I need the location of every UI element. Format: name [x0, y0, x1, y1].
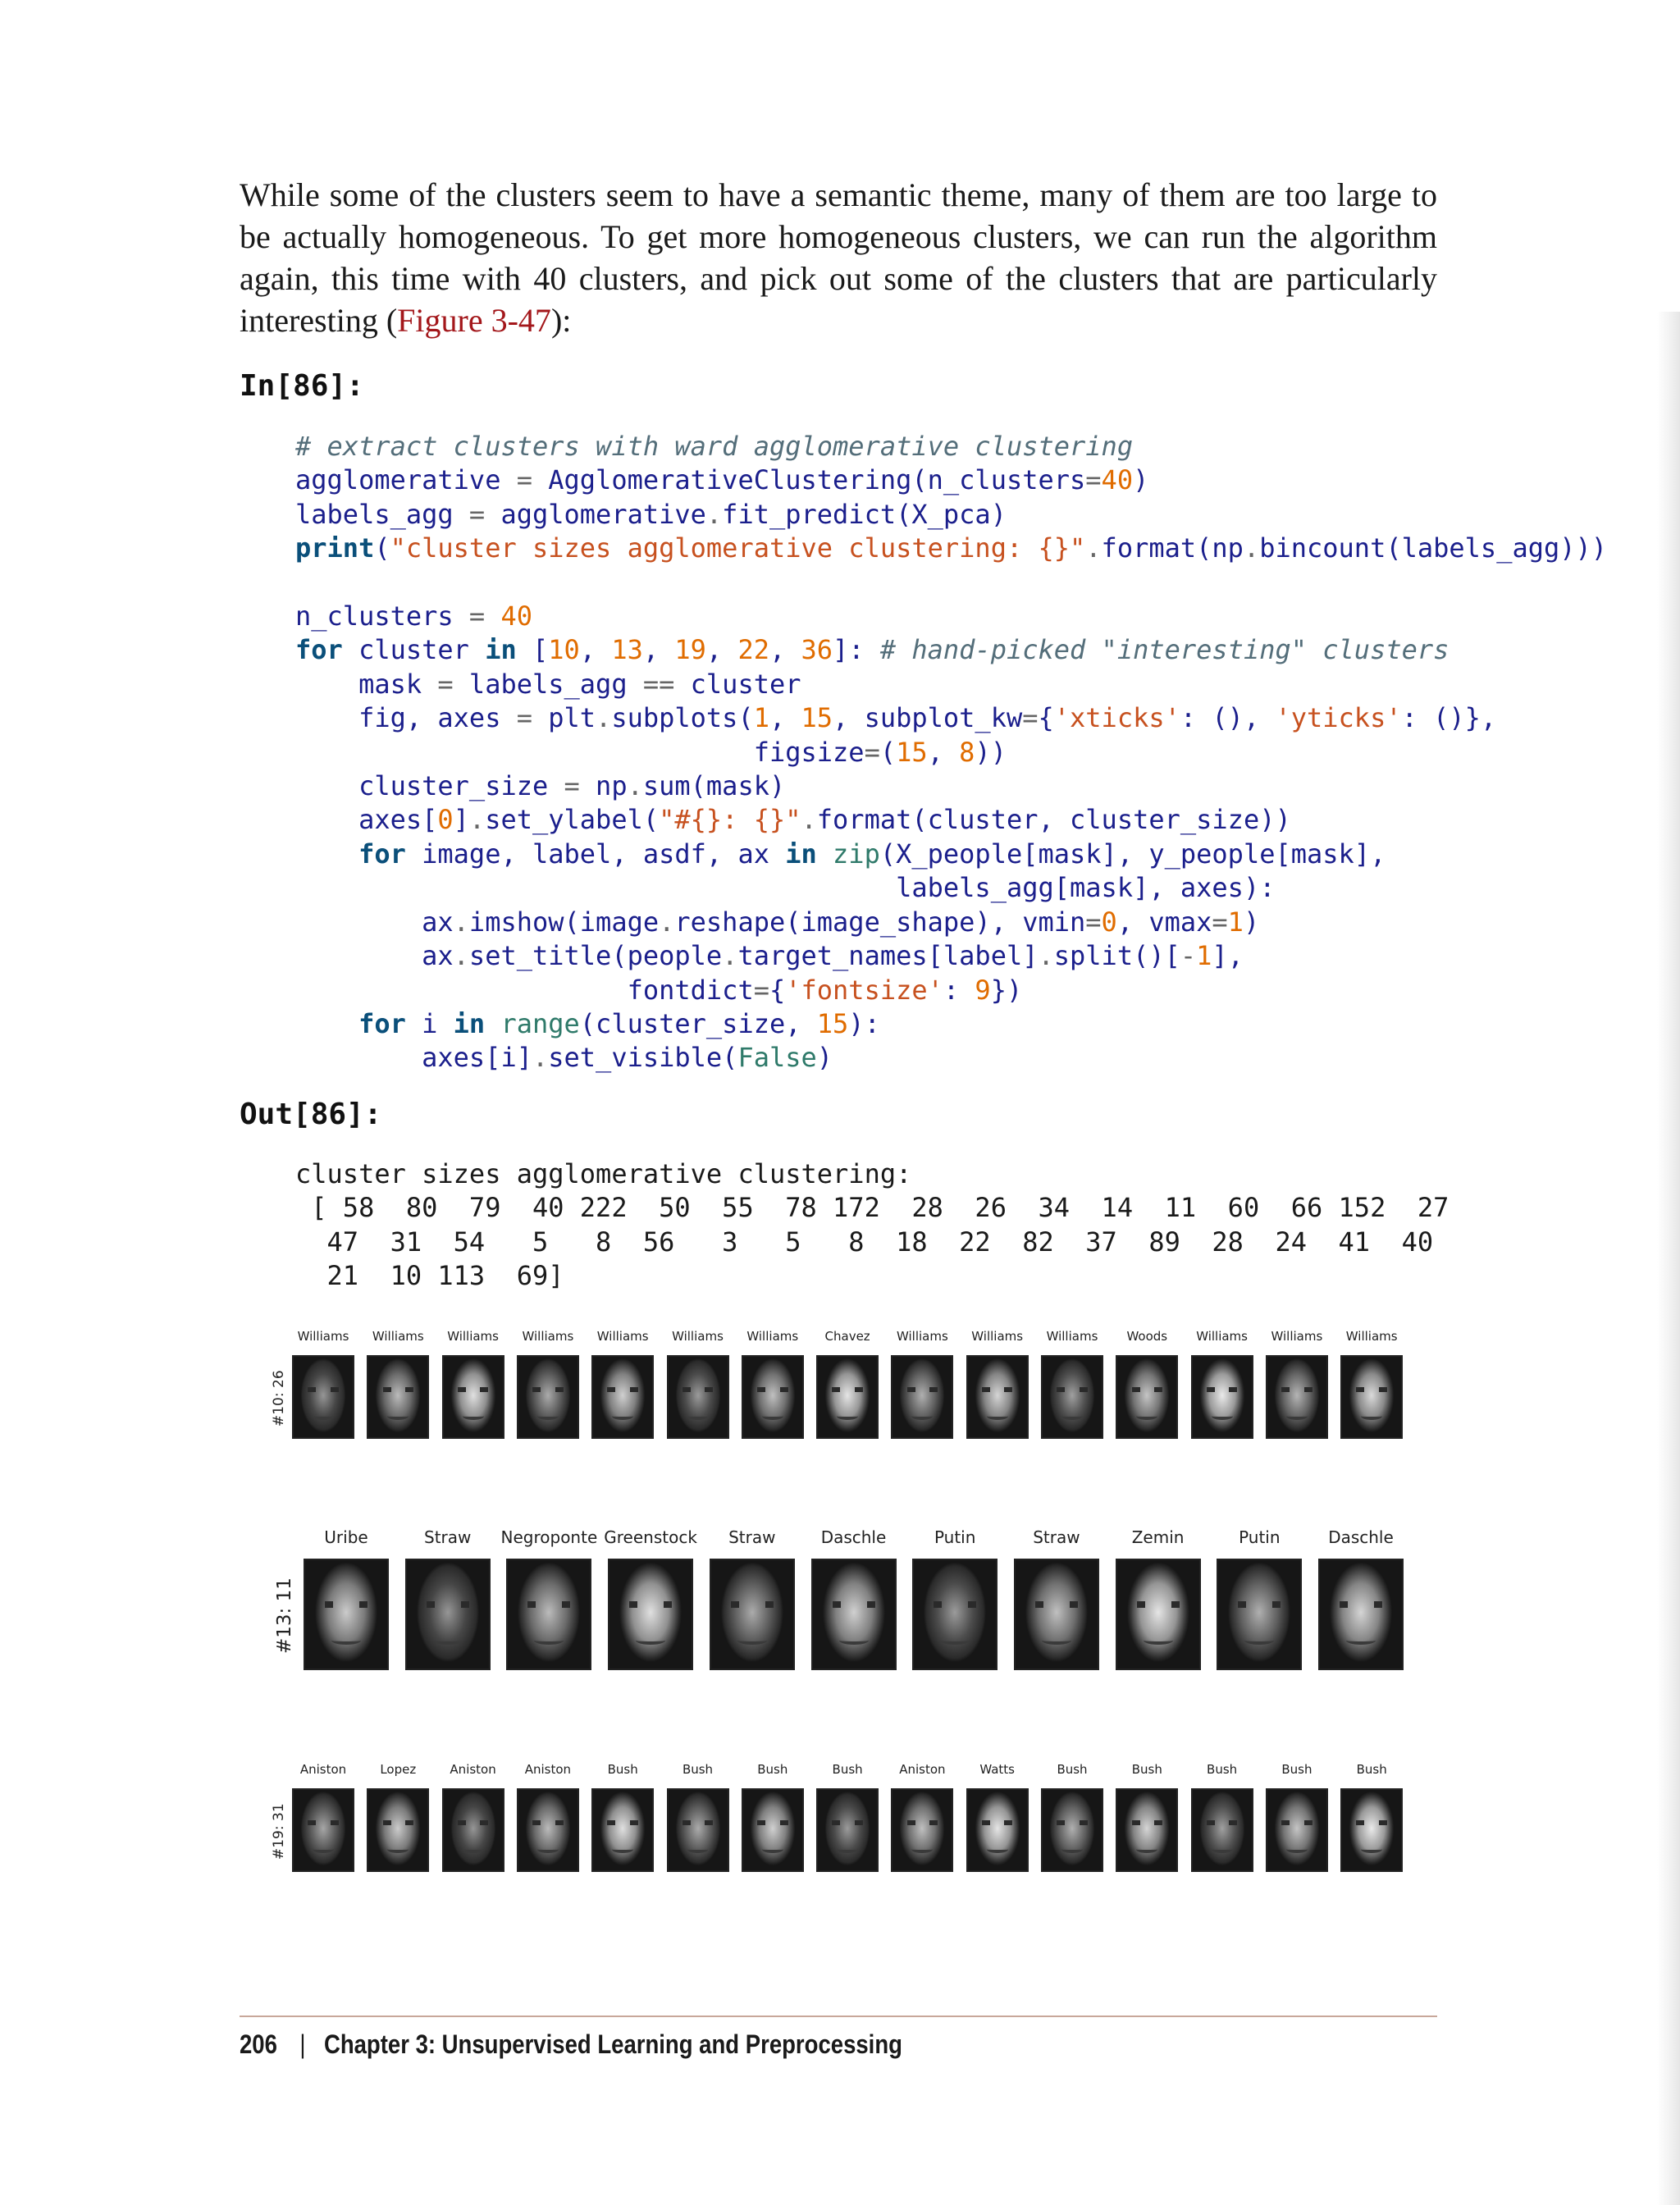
face-image: [966, 1355, 1029, 1439]
face-subplot: [1041, 1762, 1103, 1872]
face-title: Aniston: [899, 1762, 946, 1777]
face-image: [667, 1355, 729, 1439]
face-title: Aniston: [299, 1762, 347, 1777]
face-title: Bush: [1207, 1762, 1238, 1777]
face-mouth-shape: [313, 1847, 334, 1854]
face-title: Lopez: [380, 1762, 417, 1777]
face-image: [1041, 1788, 1103, 1872]
face-mouth-shape: [463, 1413, 484, 1421]
face-title: Chavez: [824, 1329, 870, 1344]
face-image: [367, 1788, 429, 1872]
face-subplot: [1266, 1329, 1328, 1439]
face-image: [742, 1788, 804, 1872]
face-mouth-shape: [762, 1847, 783, 1854]
face-subplot: [1116, 1762, 1178, 1872]
face-title: Bush: [1356, 1762, 1387, 1777]
face-mouth-shape: [537, 1413, 559, 1421]
face-image: [1340, 1355, 1403, 1439]
output-prompt: Out[86]:: [240, 1098, 382, 1131]
face-eyes-shape: [1340, 1601, 1382, 1608]
face-mouth-shape: [837, 1847, 858, 1854]
face-mouth-shape: [534, 1636, 564, 1645]
face-subplot: [1217, 1527, 1302, 1670]
face-subplot: [500, 1527, 598, 1670]
face-image: [442, 1355, 504, 1439]
face-eyes-shape: [982, 1387, 1012, 1392]
code-block: # extract clusters with ward agglomerative clustering agglomerative = AgglomerativeClustering(n_clusters=40) labels_agg = agglomerative.fit_predict(X_pca) print("cluster sizes agglomerative clustering: {}".format(np.bincount(labels_agg))) n_clusters = 40 for cluster in [10, 13, 19, 22, 36]: # hand-picked "interesting" clusters mask = labels_agg == cluster fig, axes = plt.subplots(1, 15, subplot_kw={'xticks': (), 'yticks': ()}, figsize=(15, 8)) cluster_size = np.sum(mask) axes[0].set_ylabel("#{}: {}".format(cluster, cluster_size)) for image, label, asdf, ax in zip(X_people[mask], y_people[mask], labels_agg[mask], axes): ax.imshow(image.reshape(image_shape), vmin=0, vmax=1) ax.set_title(people.target_names[label].split()[-1], fontdict={'fontsize': 9}) for i in range(cluster_size, 15): axes[i].set_visible(False): [295, 431, 1608, 1074]
face-image: [710, 1559, 795, 1670]
face-mouth-shape: [687, 1847, 709, 1854]
face-mouth-shape: [463, 1847, 484, 1854]
face-mouth-shape: [1061, 1847, 1083, 1854]
face-eyes-shape: [682, 1820, 713, 1825]
face-subplot: [442, 1762, 504, 1872]
face-mouth-shape: [940, 1636, 970, 1645]
face-title: Williams: [1046, 1329, 1098, 1344]
face-image: [292, 1788, 354, 1872]
face-eyes-shape: [1132, 1820, 1162, 1825]
face-title: Daschle: [1328, 1527, 1394, 1547]
face-title: Williams: [447, 1329, 499, 1344]
figure-row-cluster-19: [0, 1762, 1680, 1880]
face-mouth-shape: [1286, 1413, 1308, 1421]
face-title: Bush: [1281, 1762, 1312, 1777]
face-image: [816, 1355, 879, 1439]
face-eyes-shape: [832, 1387, 862, 1392]
face-image: [891, 1788, 953, 1872]
face-eyes-shape: [731, 1601, 774, 1608]
face-subplot: [966, 1329, 1029, 1439]
face-title: Uribe: [324, 1527, 368, 1547]
face-image: [292, 1355, 354, 1439]
face-title: Williams: [596, 1329, 649, 1344]
face-subplot: [1191, 1762, 1253, 1872]
face-mouth-shape: [313, 1413, 334, 1421]
face-eyes-shape: [427, 1601, 469, 1608]
face-mouth-shape: [1244, 1636, 1274, 1645]
face-title: Putin: [934, 1527, 976, 1547]
face-subplot: [517, 1762, 579, 1872]
face-eyes-shape: [1281, 1387, 1312, 1392]
face-mouth-shape: [1361, 1413, 1382, 1421]
face-image: [1266, 1788, 1328, 1872]
face-title: Bush: [1057, 1762, 1088, 1777]
face-subplot: [742, 1329, 804, 1439]
face-subplot: [591, 1762, 654, 1872]
face-eyes-shape: [383, 1820, 413, 1825]
face-title: Williams: [971, 1329, 1024, 1344]
row-ylabel: #19: 31: [271, 1803, 287, 1860]
face-title: Bush: [757, 1762, 788, 1777]
face-eyes-shape: [308, 1820, 338, 1825]
face-eyes-shape: [907, 1387, 938, 1392]
face-eyes-shape: [1356, 1820, 1386, 1825]
face-image: [1266, 1355, 1328, 1439]
face-image: [1041, 1355, 1103, 1439]
footer-separator: |: [299, 2029, 306, 2059]
face-subplot: [367, 1329, 429, 1439]
face-eyes-shape: [532, 1820, 563, 1825]
face-mouth-shape: [911, 1847, 933, 1854]
face-mouth-shape: [1286, 1847, 1308, 1854]
face-title: Williams: [672, 1329, 724, 1344]
face-image: [816, 1788, 879, 1872]
face-subplot: [966, 1762, 1029, 1872]
face-mouth-shape: [1136, 1847, 1157, 1854]
page-footer: [240, 2029, 902, 2060]
paragraph-text: While some of the clusters seem to have a semantic theme, many of them are too large to be actually homogeneous. To get more homogeneous clusters, we can run the algorithm again, this time with 40 clusters, and pick out some of the clusters that are particularly interesting (: [240, 176, 1437, 339]
face-mouth-shape: [387, 1847, 409, 1854]
face-subplot: [1266, 1762, 1328, 1872]
face-eyes-shape: [1356, 1387, 1386, 1392]
face-mouth-shape: [433, 1636, 463, 1645]
face-subplot: [742, 1762, 804, 1872]
face-title: Daschle: [820, 1527, 887, 1547]
face-mouth-shape: [837, 1413, 858, 1421]
face-eyes-shape: [527, 1601, 570, 1608]
face-mouth-shape: [987, 1413, 1008, 1421]
face-mouth-shape: [1144, 1636, 1173, 1645]
face-title: Williams: [522, 1329, 574, 1344]
row-ylabel: #10: 26: [271, 1370, 287, 1427]
face-image: [966, 1788, 1029, 1872]
face-image: [304, 1559, 389, 1670]
face-image: [667, 1788, 729, 1872]
face-eyes-shape: [833, 1601, 875, 1608]
face-eyes-shape: [682, 1387, 713, 1392]
face-subplot: [891, 1762, 953, 1872]
face-subplot: [517, 1329, 579, 1439]
face-title: Aniston: [450, 1762, 496, 1777]
face-mouth-shape: [612, 1413, 633, 1421]
face-subplot: [591, 1329, 654, 1439]
face-mouth-shape: [987, 1847, 1008, 1854]
face-title: Bush: [1131, 1762, 1162, 1777]
face-eyes-shape: [757, 1820, 788, 1825]
face-title: Aniston: [524, 1762, 572, 1777]
face-eyes-shape: [1238, 1601, 1281, 1608]
face-subplot: [1340, 1762, 1403, 1872]
face-subplot: [1116, 1527, 1201, 1670]
row-ylabel: #13: 11: [274, 1577, 295, 1655]
face-eyes-shape: [1057, 1387, 1087, 1392]
face-mouth-shape: [1346, 1636, 1376, 1645]
face-title: Zemin: [1131, 1527, 1185, 1547]
face-eyes-shape: [1035, 1601, 1078, 1608]
face-title: Williams: [297, 1329, 349, 1344]
face-image: [591, 1355, 654, 1439]
face-eyes-shape: [458, 1387, 488, 1392]
face-title: Bush: [607, 1762, 638, 1777]
face-mouth-shape: [612, 1847, 633, 1854]
face-image: [1116, 1788, 1178, 1872]
face-image: [1116, 1355, 1178, 1439]
face-subplot: [667, 1762, 729, 1872]
paragraph-text-end: ):: [550, 302, 572, 339]
face-eyes-shape: [458, 1820, 488, 1825]
page-number: 206: [240, 2029, 277, 2059]
face-title: Bush: [832, 1762, 863, 1777]
face-eyes-shape: [1132, 1387, 1162, 1392]
face-image: [405, 1559, 491, 1670]
face-title: Woods: [1126, 1329, 1168, 1344]
face-eyes-shape: [325, 1601, 368, 1608]
face-eyes-shape: [607, 1820, 637, 1825]
face-eyes-shape: [383, 1387, 413, 1392]
face-title: Williams: [746, 1329, 799, 1344]
face-subplot: [710, 1527, 795, 1670]
face-image: [506, 1559, 591, 1670]
face-eyes-shape: [1207, 1820, 1237, 1825]
chapter-title: Chapter 3: Unsupervised Learning and Preprocessing: [323, 2029, 902, 2059]
face-subplot: [891, 1329, 953, 1439]
body-paragraph: [240, 174, 1437, 341]
face-subplot: [816, 1329, 879, 1439]
face-subplot: [1014, 1527, 1099, 1670]
face-mouth-shape: [762, 1413, 783, 1421]
face-image: [591, 1788, 654, 1872]
face-image: [891, 1355, 953, 1439]
face-eyes-shape: [982, 1820, 1012, 1825]
face-image: [1014, 1559, 1099, 1670]
face-subplot: [292, 1762, 354, 1872]
face-subplot: [367, 1762, 429, 1872]
face-subplot: [1041, 1329, 1103, 1439]
face-title: Bush: [682, 1762, 714, 1777]
page-edge-shadow: [1657, 312, 1680, 2205]
face-eyes-shape: [532, 1387, 563, 1392]
face-eyes-shape: [308, 1387, 338, 1392]
input-prompt: In[86]:: [240, 369, 364, 403]
face-eyes-shape: [934, 1601, 976, 1608]
face-image: [517, 1355, 579, 1439]
face-mouth-shape: [737, 1636, 767, 1645]
face-subplot: [442, 1329, 504, 1439]
face-mouth-shape: [1136, 1413, 1157, 1421]
face-mouth-shape: [1042, 1636, 1071, 1645]
face-subplot: [811, 1527, 897, 1670]
face-eyes-shape: [629, 1601, 672, 1608]
face-eyes-shape: [1137, 1601, 1180, 1608]
face-subplot: [912, 1527, 998, 1670]
face-mouth-shape: [687, 1413, 709, 1421]
face-eyes-shape: [1057, 1820, 1087, 1825]
face-image: [1191, 1788, 1253, 1872]
face-mouth-shape: [636, 1636, 665, 1645]
face-image: [742, 1355, 804, 1439]
face-mouth-shape: [911, 1413, 933, 1421]
face-eyes-shape: [1281, 1820, 1312, 1825]
face-subplot: [1116, 1329, 1178, 1439]
face-eyes-shape: [607, 1387, 637, 1392]
face-title: Williams: [372, 1329, 424, 1344]
face-image: [912, 1559, 998, 1670]
face-title: Straw: [1033, 1527, 1080, 1547]
face-image: [517, 1788, 579, 1872]
face-mouth-shape: [537, 1847, 559, 1854]
face-image: [811, 1559, 897, 1670]
face-mouth-shape: [1212, 1413, 1233, 1421]
figure-reference-link[interactable]: Figure 3-47: [397, 302, 551, 339]
face-image: [1318, 1559, 1404, 1670]
face-title: Williams: [1196, 1329, 1248, 1344]
face-image: [442, 1788, 504, 1872]
face-subplot: [667, 1329, 729, 1439]
face-title: Putin: [1239, 1527, 1281, 1547]
face-mouth-shape: [1061, 1413, 1083, 1421]
face-image: [608, 1559, 693, 1670]
face-title: Straw: [728, 1527, 776, 1547]
face-title: Williams: [896, 1329, 948, 1344]
output-block: cluster sizes agglomerative clustering: [ 58 80 79 40 222 50 55 78 172 28 26 34 14 11 60 66 152 27 47 31 54 5 8 56 3 5 8 18 22 82 37 89 28 24 41 40 21 10 113 69]: [295, 1158, 1449, 1292]
face-subplot: [292, 1329, 354, 1439]
face-image: [1191, 1355, 1253, 1439]
face-subplot: [1340, 1329, 1403, 1439]
face-image: [1217, 1559, 1302, 1670]
face-eyes-shape: [907, 1820, 938, 1825]
face-eyes-shape: [1207, 1387, 1237, 1392]
face-title: Negroponte: [500, 1527, 598, 1547]
face-mouth-shape: [1361, 1847, 1382, 1854]
face-mouth-shape: [839, 1636, 869, 1645]
face-title: Greenstock: [604, 1527, 697, 1547]
face-eyes-shape: [757, 1387, 788, 1392]
face-title: Williams: [1271, 1329, 1323, 1344]
figure-row-cluster-10: [0, 1329, 1680, 1447]
face-subplot: [1191, 1329, 1253, 1439]
face-mouth-shape: [331, 1636, 361, 1645]
face-subplot: [816, 1762, 879, 1872]
face-image: [367, 1355, 429, 1439]
face-subplot: [304, 1527, 389, 1670]
face-image: [1116, 1559, 1201, 1670]
figure-row-cluster-13: [0, 1527, 1680, 1678]
face-eyes-shape: [832, 1820, 862, 1825]
face-title: Watts: [979, 1762, 1016, 1777]
face-subplot: [405, 1527, 491, 1670]
face-mouth-shape: [1212, 1847, 1233, 1854]
face-title: Straw: [424, 1527, 472, 1547]
face-title: Williams: [1345, 1329, 1398, 1344]
footer-rule: [240, 2016, 1437, 2017]
face-subplot: [1318, 1527, 1404, 1670]
face-subplot: [604, 1527, 697, 1670]
face-mouth-shape: [387, 1413, 409, 1421]
face-image: [1340, 1788, 1403, 1872]
